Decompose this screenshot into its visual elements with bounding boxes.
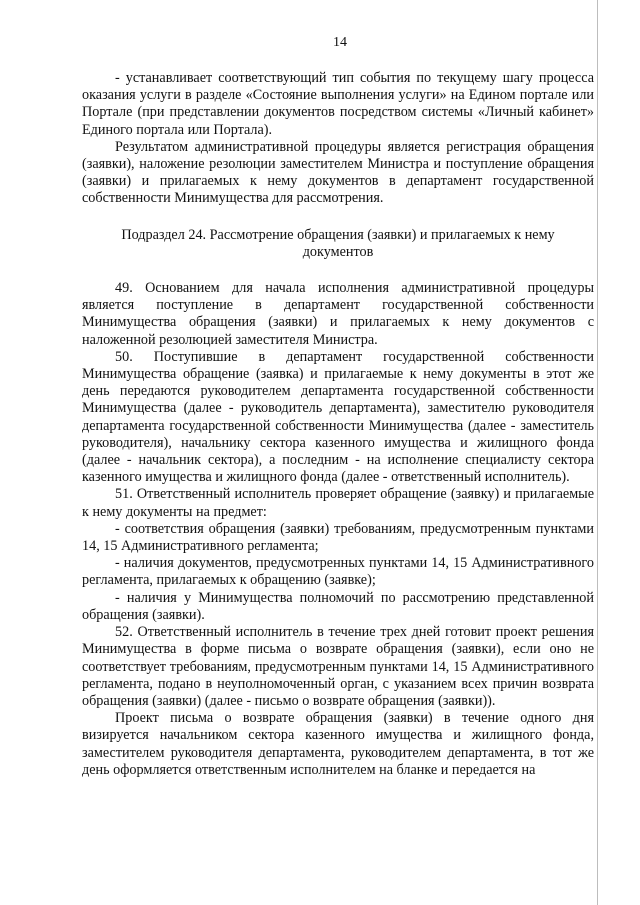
page-number: 14 (333, 35, 347, 50)
paragraph-52: 52. Ответственный исполнитель в течение трех дней готовит проект решения Минимущества в форме письма о возврате обращения (заявки), если оно не соответствует требованиям, предусмотренным пунктами 14, 15 Административного регламента, подано в неуполномоченный орган, с указанием всех причин возврата обращения (заявки) (далее - письмо о возврате обращения (заявки)). (82, 624, 594, 709)
paragraph-procedure-result: Результатом административной процедуры является регистрация обращения (заявки), наложение резолюции заместителем Министра и поступление обращения (заявки) и прилагаемых к нему документов в департамент государственной собственности Минимущества для рассмотрения. (82, 138, 594, 207)
list-item-authority: - наличия у Минимущества полномочий по рассмотрению представленной обращения (заявки). (82, 589, 594, 623)
list-item-documents: - наличия документов, предусмотренных пунктами 14, 15 Административного регламента, прилагаемых к обращению (заявке); (82, 555, 594, 589)
subsection-heading-line-1: Подраздел 24. Рассмотрение обращения (заявки) и прилагаемых к нему (121, 226, 555, 243)
page-edge-line (597, 0, 598, 905)
paragraph-49: 49. Основанием для начала исполнения административной процедуры является поступление в департамент государственной собственности Минимущества обращения (заявки) и прилагаемых к нему документов с наложенной резолюцией заместителя Министра. (82, 280, 594, 348)
paragraph-event-type: - устанавливает соответствующий тип события по текущему шагу процесса оказания услуги в разделе «Состояние выполнения услуги» на Едином портале или Портале (при представлении документов посредством системы «Личный кабинет» Единого портала или Портала). (82, 70, 594, 138)
subsection-heading-line-2: документов (302, 243, 374, 260)
list-item-conformity: - соответствия обращения (заявки) требованиям, предусмотренным пунктами 14, 15 Административного регламента; (82, 520, 594, 555)
paragraph-51: 51. Ответственный исполнитель проверяет обращение (заявку) и прилагаемые к нему документы на предмет: (82, 486, 594, 520)
subsection-heading (82, 227, 594, 261)
paragraph-50: 50. Поступившие в департамент государственной собственности Минимущества обращение (заявка) и прилагаемые к нему документы в этот же день передаются руководителем департамента государственной собственности Минимущества (далее - руководитель департамента), заместителю руководителя департамента государственной собственности Минимущества (далее - заместитель руководителя), начальнику сектора казенного имущества и жилищного фонда (далее - начальник сектора), а последним - на исполнение специалисту сектора казенного имущества и жилищного фонда (далее - ответственный исполнитель). (82, 348, 594, 486)
paragraph-draft-letter: Проект письма о возврате обращения (заявки) в течение одного дня визируется начальником сектора казенного имущества и жилищного фонда, заместителем руководителя департамента, руководителем департамента, в тот же день оформляется ответственным исполнителем на бланке и передается на (82, 710, 594, 778)
document-body (82, 70, 594, 779)
